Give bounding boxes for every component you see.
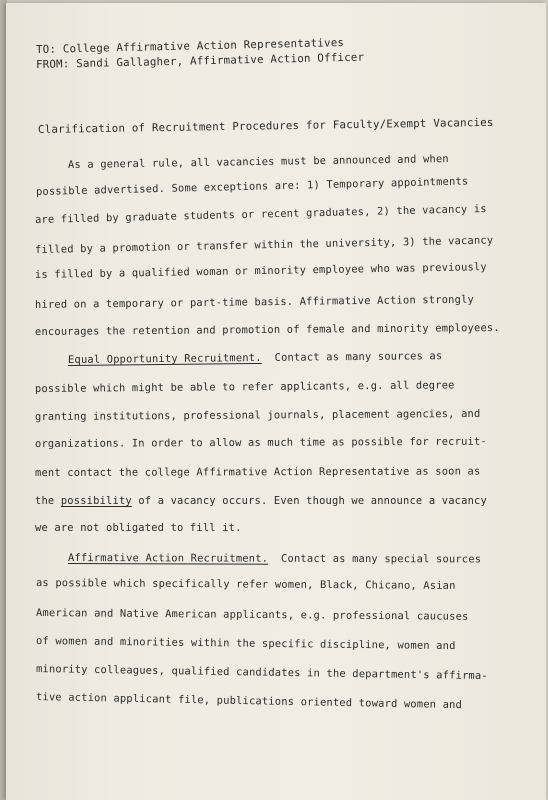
memo-subject: Clarification of Recruitment Procedures for Faculty/Exempt Vacancies <box>37 115 494 136</box>
body-line: as possible which specifically refer women, Black, Chicano, Asian <box>35 577 456 592</box>
body-line: possible which might be able to refer applicants, e.g. all degree <box>34 379 455 395</box>
body-line: of women and minorities within the specific discipline, women and <box>35 635 456 653</box>
body-line <box>35 495 487 507</box>
body-line: are filled by graduate students or recent graduates, 2) the vacancy is <box>34 202 487 226</box>
body-line: American and Native American applicants, e.g. professional caucuses <box>35 607 469 623</box>
body-text: Contact as many sources as <box>274 350 443 364</box>
body-line: possible advertised. Some exceptions are: 1) Temporary appointments <box>35 175 469 198</box>
body-line <box>68 350 443 366</box>
memo-from-line: FROM: Sandi Gallagher, Affirmative Action Officer <box>35 50 365 71</box>
body-text: the <box>35 495 55 507</box>
body-line: organizations. In order to allow as much time as possible for recruit- <box>34 435 487 450</box>
body-line: filled by a promotion or transfer within the university, 3) the vacancy <box>34 234 494 256</box>
body-line: minority colleagues, qualified candidates in the department's affirma- <box>35 663 488 683</box>
body-line: encourages the retention and promotion of female and minority employees. <box>34 321 500 338</box>
body-line: tive action applicant file, publications oriented toward women and <box>35 691 463 712</box>
body-line <box>68 552 481 565</box>
body-line: we are not obligated to fill it. <box>35 522 242 534</box>
body-line: is filled by a qualified woman or minority employee who was previously <box>34 261 487 281</box>
body-text: of a vacancy occurs. Even though we announce a vacancy <box>138 495 487 507</box>
body-line: ment contact the college Affirmative Action Representative as soon as <box>34 465 481 479</box>
body-text: Contact as many special sources <box>281 552 482 566</box>
body-line: granting institutions, professional journals, placement agencies, and <box>34 407 481 423</box>
body-line: As a general rule, all vacancies must be announced and when <box>67 153 449 171</box>
memo-to-line: TO: College Affirmative Action Representatives <box>35 36 345 56</box>
body-line: hired on a temporary or part-time basis. Affirmative Action strongly <box>34 293 475 311</box>
equal-opportunity-heading: Equal Opportunity Recruitment. <box>67 351 262 366</box>
possibility-word: possibility <box>60 495 132 507</box>
affirmative-action-heading: Affirmative Action Recruitment. <box>67 552 269 565</box>
memo-page <box>6 3 546 800</box>
